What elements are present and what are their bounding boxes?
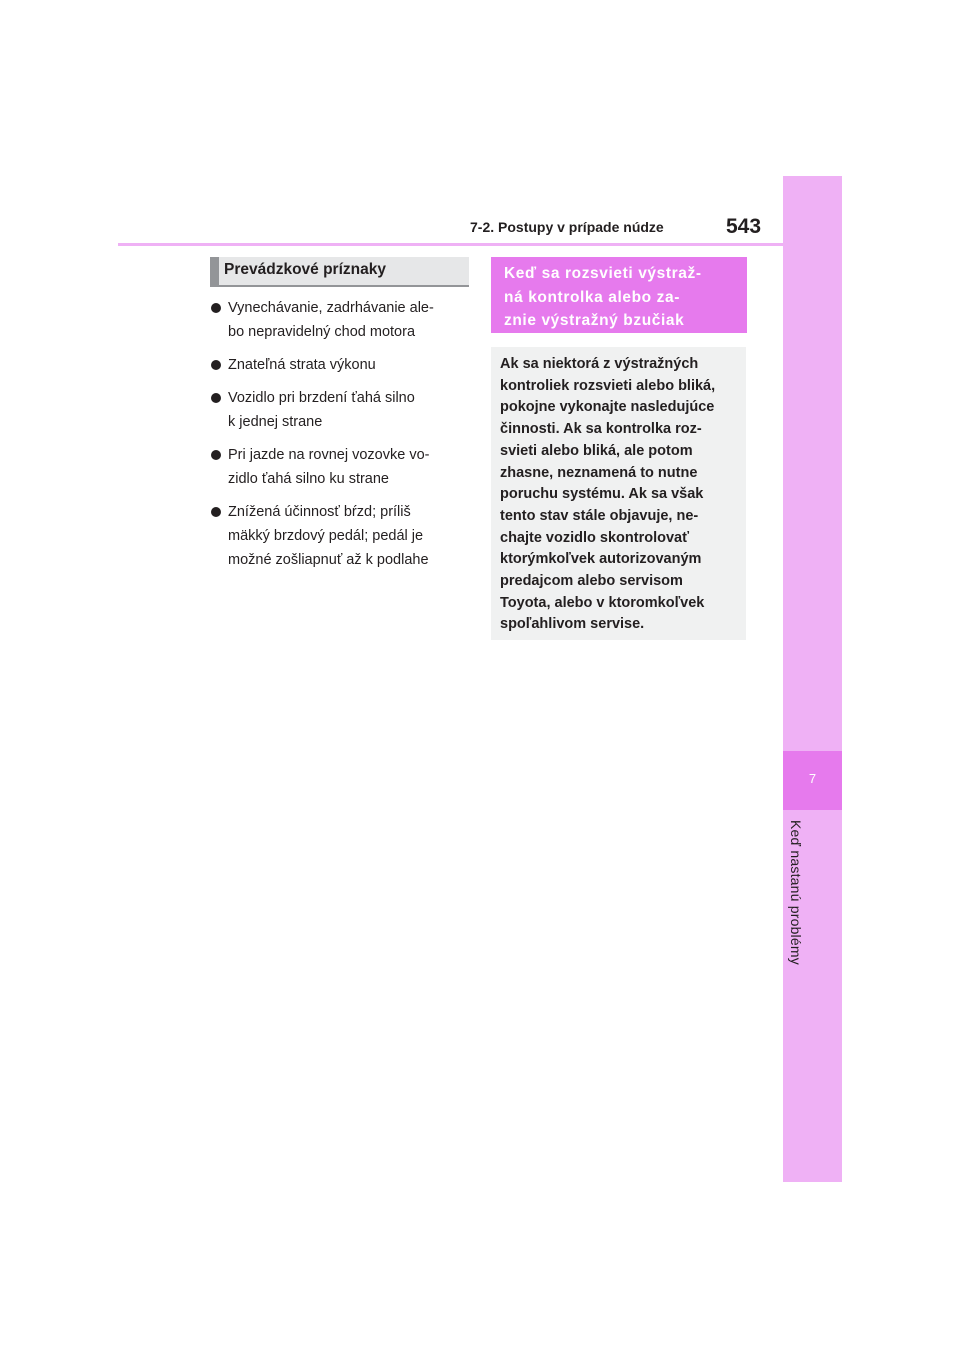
header-rule	[118, 243, 783, 246]
bullet-icon	[211, 450, 221, 460]
right-section-heading: Keď sa rozsvieti výstraž- ná kontrolka alebo za- znie výstražný bzučiak	[504, 265, 702, 329]
bullet-icon	[211, 393, 221, 403]
right-section-heading-box	[491, 257, 747, 333]
list-item	[210, 443, 465, 491]
chapter-side-tab	[783, 176, 842, 1182]
info-text: Ak sa niektorá z výstražných kontroliek rozsvieti alebo bliká, pokojne vykonajte nasledujúce činnosti. Ak sa kontrolka roz- svieti alebo bliká, ale potom zhasne, neznamená to nutne poruchu systému. Ak sa však tento stav stále objavuje, ne- chajte vozidlo skontrolovať ktorýmkoľvek autorizovaným predajcom alebo servisom Toyota, alebo v ktoromkoľvek spoľahlivom servise.	[500, 356, 716, 633]
list-item-text: Vynechávanie, zadrhávanie ale- bo nepravidelný chod motora	[228, 300, 434, 340]
chapter-title: Keď nastanú problémy	[788, 820, 804, 965]
bullet-icon	[211, 303, 221, 313]
page-number: 543	[726, 215, 762, 238]
list-item-text: Pri jazde na rovnej vozovke vo- zidlo ťahá silno ku strane	[228, 447, 430, 487]
symptom-list	[210, 296, 465, 581]
chapter-number: 7	[808, 771, 817, 786]
bullet-icon	[211, 507, 221, 517]
left-section-heading: Prevádzkové príznaky	[224, 261, 386, 278]
list-item-text: Vozidlo pri brzdení ťahá silno k jednej strane	[228, 390, 415, 430]
left-section-heading-box	[210, 257, 469, 287]
section-title: 7-2. Postupy v prípade núdze	[470, 219, 664, 235]
info-box	[491, 347, 746, 640]
list-item-text: Znížená účinnosť bŕzd; príliš mäkký brzdový pedál; pedál je možné zošliapnuť až k podlahe	[228, 504, 429, 568]
list-item	[210, 296, 465, 344]
list-item	[210, 353, 465, 377]
list-item	[210, 386, 465, 434]
heading-accent-bar	[210, 257, 219, 285]
list-item	[210, 500, 465, 572]
bullet-icon	[211, 360, 221, 370]
list-item-text: Znateľná strata výkonu	[228, 357, 376, 373]
